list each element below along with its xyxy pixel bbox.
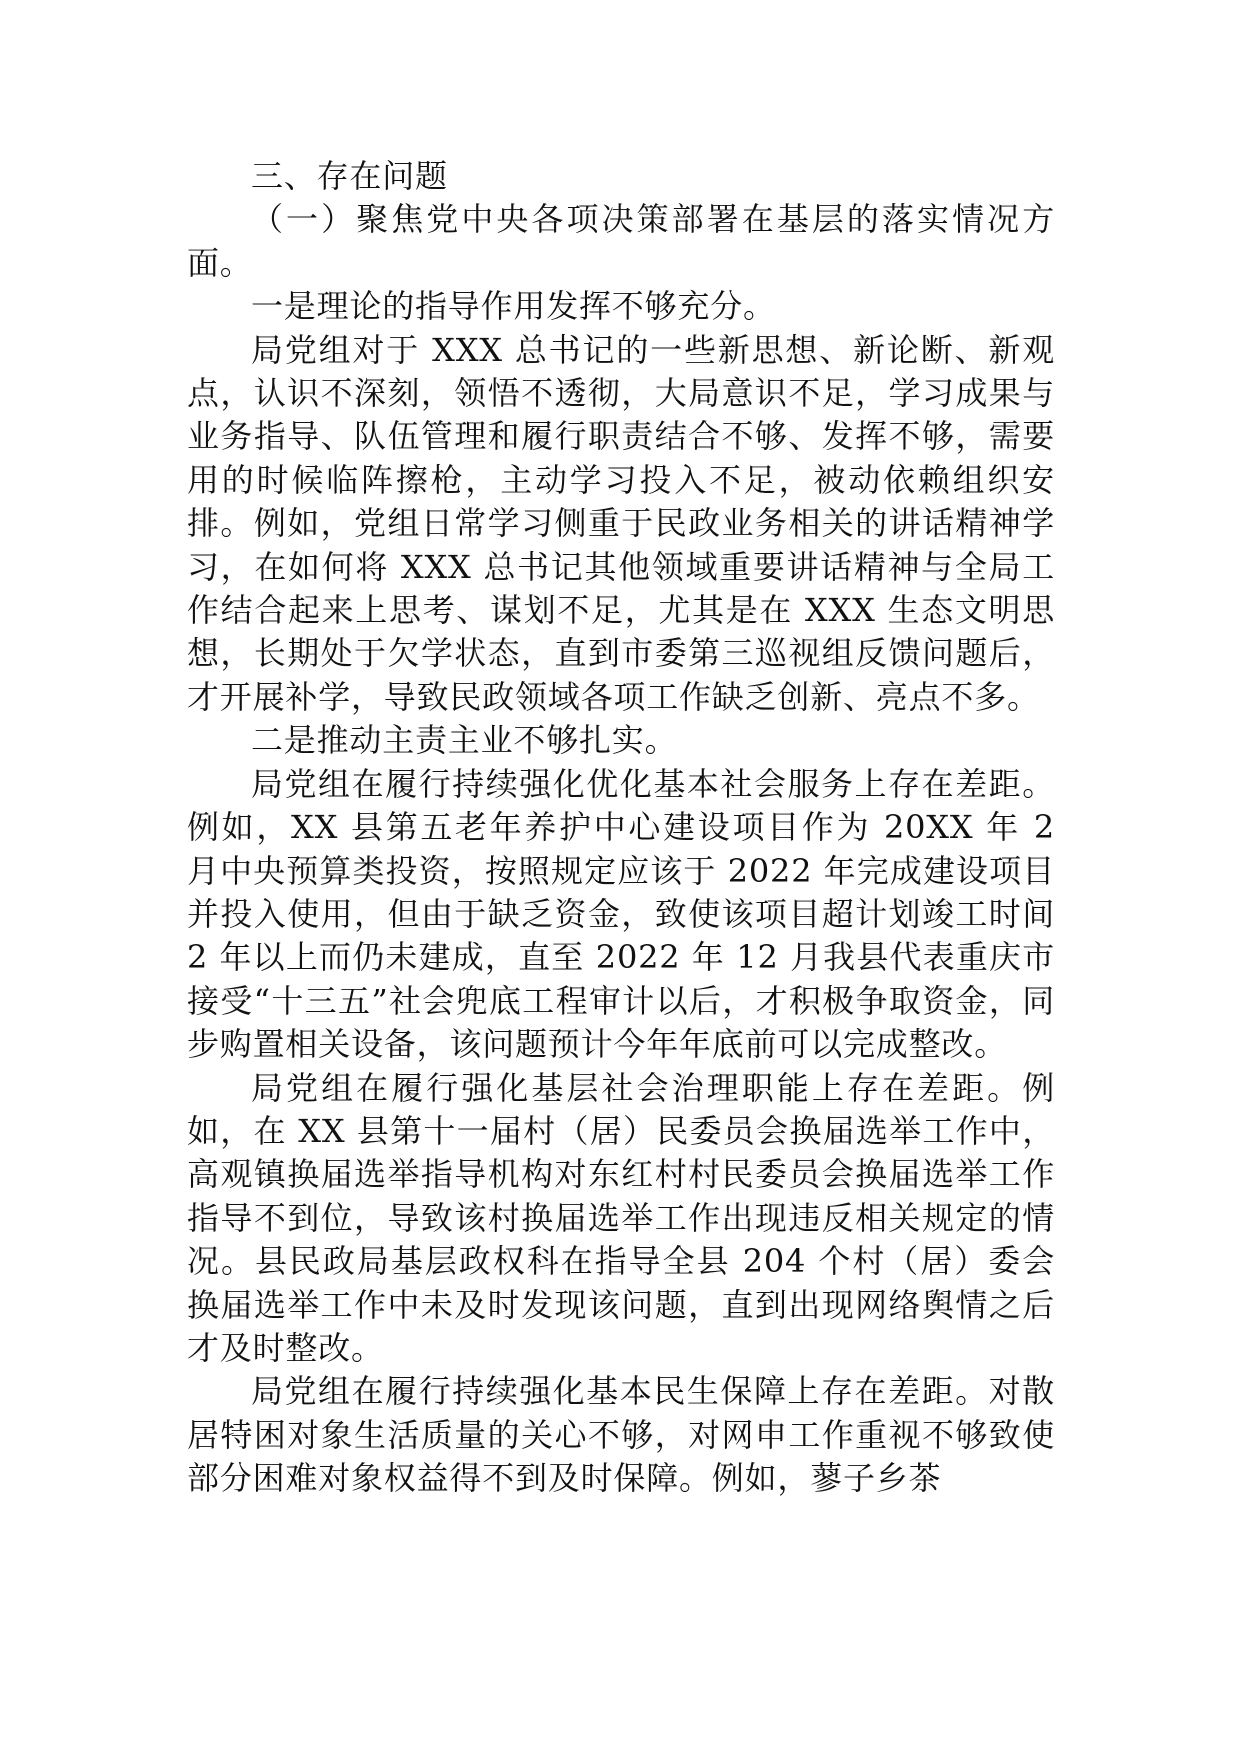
point-heading: 一是理论的指导作用发挥不够充分。 [251,287,776,326]
body-paragraph: 局党组在履行强化基层社会治理职能上存在差距。例如，在 XX 县第十一届村（居）民委员会换届选举工作中，高观镇换届选举指导机构对东红村村民委员会换届选举工作指导不到位，导致该村换届选举工作出现违反相关规定的情况。县民政局基层政权科在指导全县 204 个村（居）委会换届选举工作中未及时发现该问题，直到出现网络舆情之后才及时整改。 [187,1068,1055,1367]
section-heading: 三、存在问题 [251,157,448,195]
point-heading: 二是推动主责主业不够扎实。 [251,721,678,760]
body-paragraph: 局党组对于 XXX 总书记的一些新思想、新论断、新观点，认识不深刻，领悟不透彻，大局意识不足，学习成果与业务指导、队伍管理和履行职责结合不够、发挥不够，需要用的时候临阵擦枪，主动学习投入不足，被动依赖组织安排。例如，党组日常学习侧重于民政业务相关的讲话精神学习，在如何将 XXX 总书记其他领域重要讲话精神与全局工作结合起来上思考、谋划不足，尤其是在 XXX 生态文明思想，长期处于欠学状态，直到市委第三巡视组反馈问题后，才开展补学，导致民政领域各项工作缺乏创新、亮点不多。 [187,330,1055,716]
subsection-heading: （一）聚焦党中央各项决策部署在基层的落实情况方面。 [187,200,1055,282]
body-paragraph: 局党组在履行持续强化基本民生保障上存在差距。对散居特困对象生活质量的关心不够，对网申工作重视不够致使部分困难对象权益得不到及时保障。例如，蓼子乡茶 [187,1372,1055,1498]
document-body [187,155,1055,1501]
body-paragraph: 局党组在履行持续强化优化基本社会服务上存在差距。例如，XX 县第五老年养护中心建设项目作为 20XX 年 2 月中央预算类投资，按照规定应该于 2022 年完成建设项目并投入使用，但由于缺乏资金，致使该项目超计划竣工时间 2 年以上而仍未建成，直至 2022 年 12 月我县代表重庆市接受“十三五”社会兜底工程审计以后，才积极争取资金，同步购置相关设备，该问题预计今年年底前可以完成整改。 [187,764,1055,1064]
